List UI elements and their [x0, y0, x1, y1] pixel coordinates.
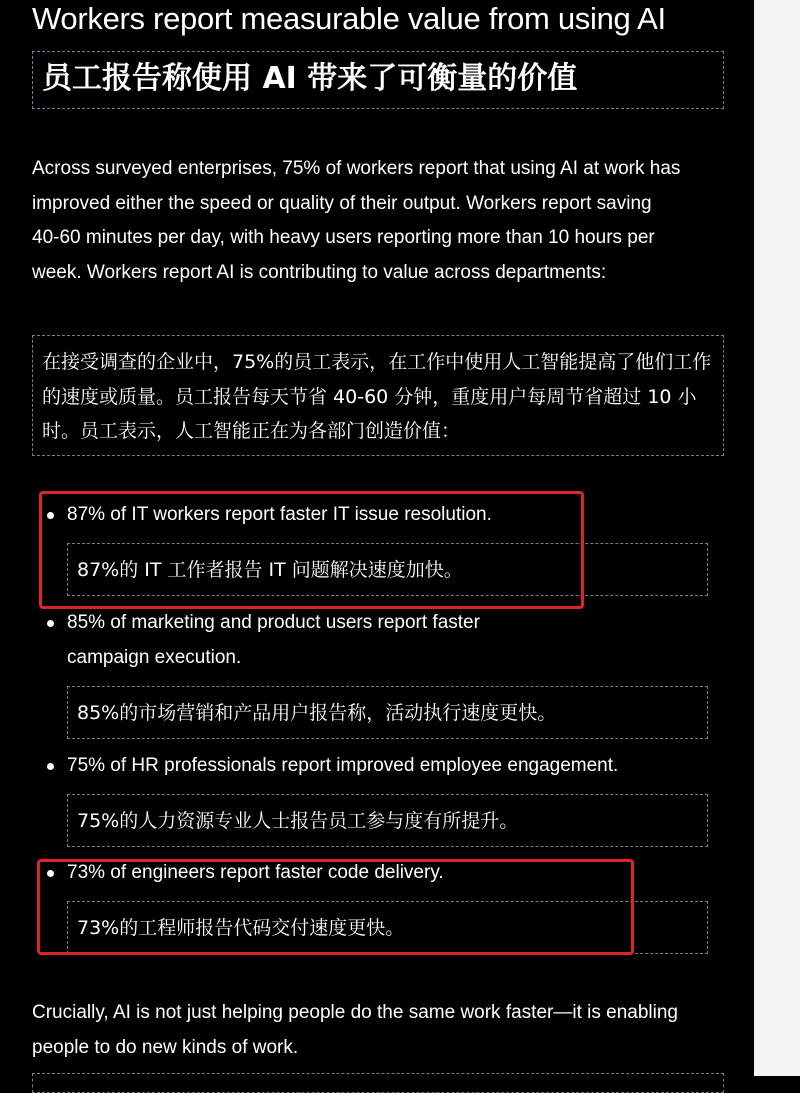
- list-item-text: 73% of engineers report faster code delivery.: [67, 862, 444, 883]
- bullet-dot: [47, 620, 54, 627]
- list-item-translation: 85%的市场营销和产品用户报告称，活动执行速度更快。: [77, 702, 557, 724]
- list-item-text: 75% of HR professionals report improved employee engagement.: [67, 755, 619, 776]
- highlight-box: [37, 859, 634, 955]
- list-item-translation: 87%的 IT 工作者报告 IT 问题解决速度加快。: [77, 559, 463, 581]
- list-item-text: 87% of IT workers report faster IT issue resolution.: [67, 504, 492, 525]
- section-heading: Workers report measurable value from using AI: [32, 1, 666, 36]
- list-item-translation: 73%的工程师报告代码交付速度更快。: [77, 917, 405, 939]
- heading-translation-box: [32, 51, 724, 109]
- list-item-text: 85% of marketing and product users report faster campaign execution.: [67, 612, 480, 668]
- intro-paragraph: Across surveyed enterprises, 75% of workers report that using AI at work has improved either the speed or quality of their output. Workers report saving 40-60 minutes per day, with heavy users reporting more than 10 hours per week. Workers report AI is contributing to value across departments:: [32, 158, 681, 283]
- list-item-translation: 75%的人力资源专业人士报告员工参与度有所提升。: [77, 810, 519, 832]
- intro-translation-box: [32, 335, 724, 456]
- highlight-box: [39, 491, 584, 609]
- heading-translation: 员工报告称使用 AI 带来了可衡量的价值: [42, 61, 578, 96]
- side-panel: [754, 0, 800, 1076]
- intro-translation: 在接受调查的企业中，75%的员工表示，在工作中使用人工智能提高了他们工作的速度或质量。员工报告每天节省 40-60 分钟，重度用户每周节省超过 10 小时。员工表示，人工智能正在为各部门创造价值：: [42, 351, 712, 442]
- bullet-dot: [47, 763, 54, 770]
- list-item-translation-box: [67, 686, 708, 739]
- closing-paragraph: Crucially, AI is not just helping people do the same work faster—it is enabling people to do new kinds of work.: [32, 1002, 678, 1058]
- closing-translation-box: [32, 1073, 724, 1093]
- list-item-translation-box: [67, 794, 708, 847]
